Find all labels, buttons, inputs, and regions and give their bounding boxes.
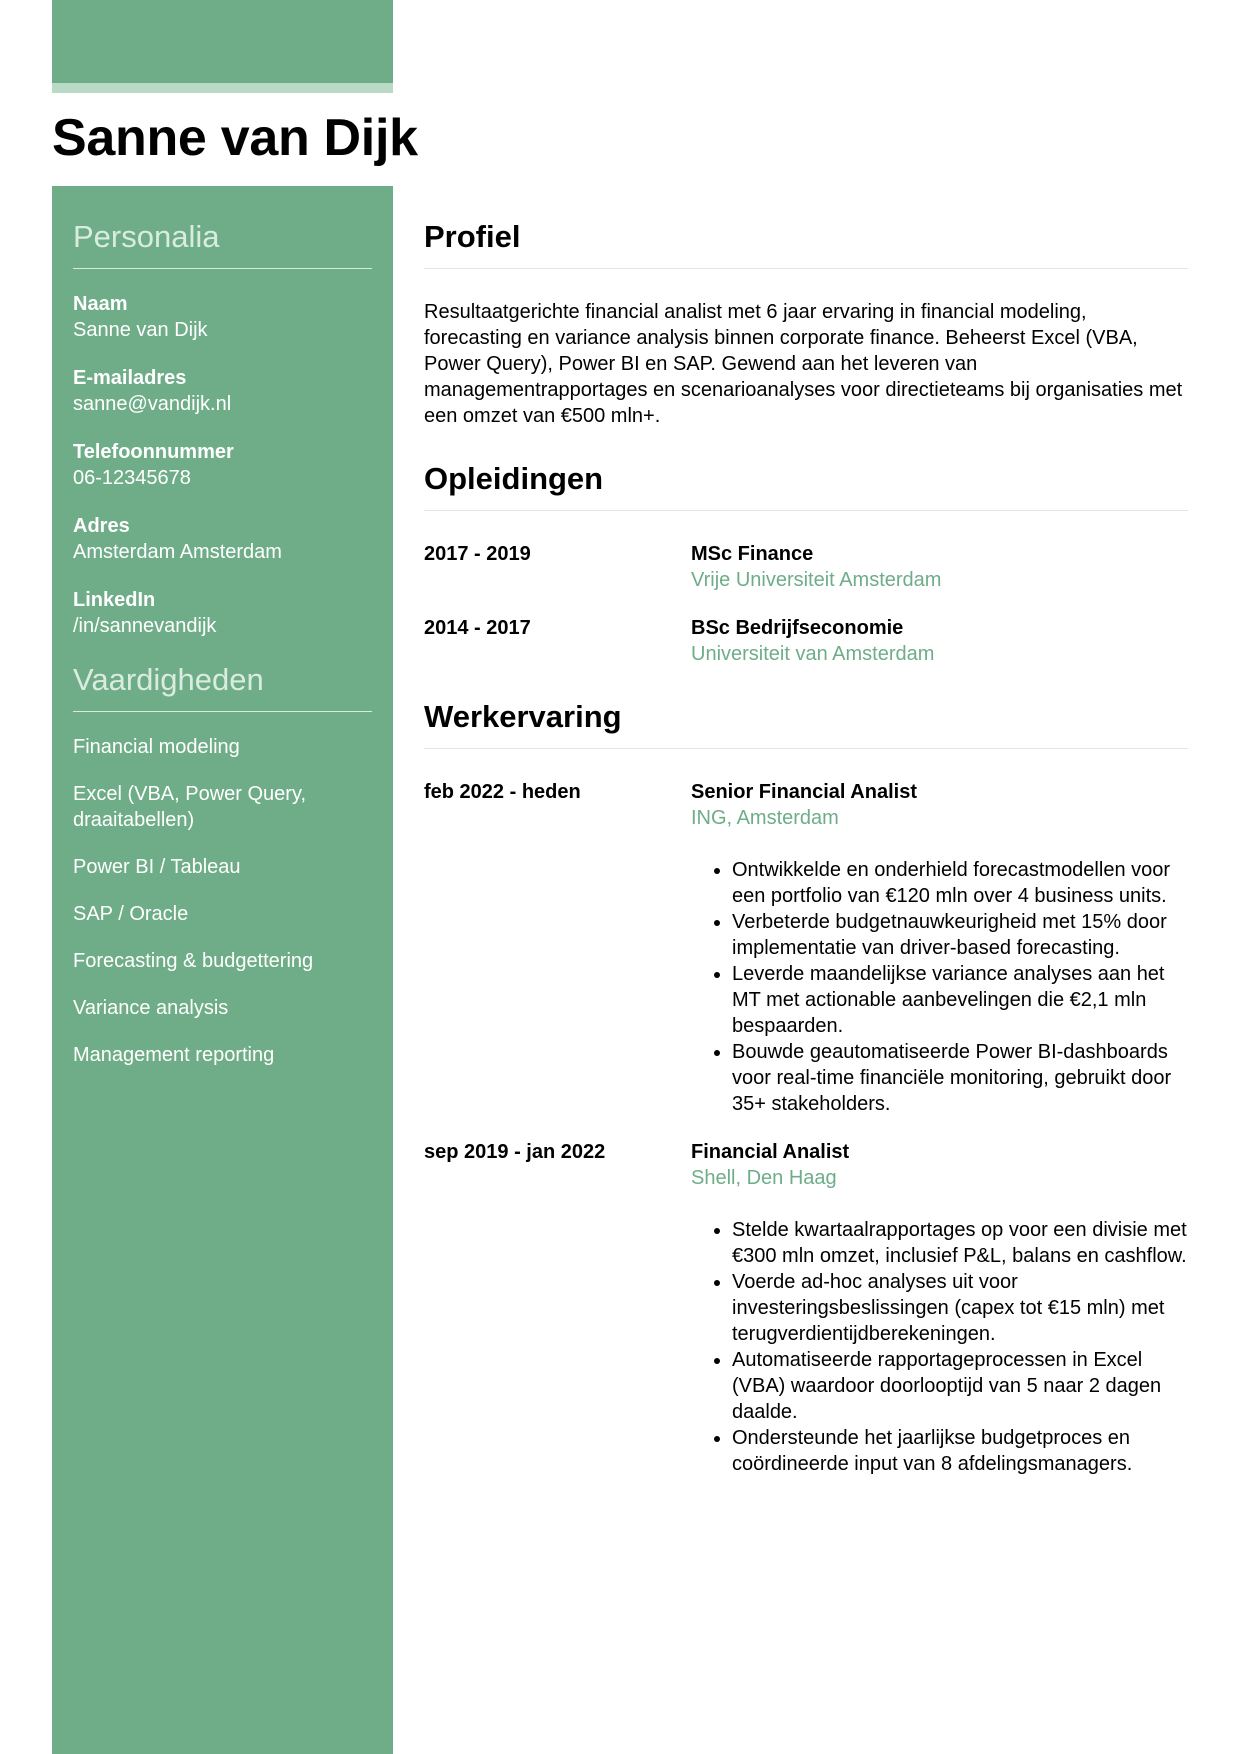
entry-org: Universiteit van Amsterdam [691,643,935,665]
skills-heading: Vaardigheden [73,662,264,697]
work-entry [424,779,1188,1117]
header-accent-line [52,83,393,93]
entry-org: Shell, Den Haag [691,1167,837,1189]
divider [424,748,1188,749]
entry-title: BSc Bedrijfseconomie [691,617,904,639]
skill-item: Management reporting [73,1044,275,1066]
header-color-band [52,0,393,83]
education-entry [424,541,1188,593]
skill-item: SAP / Oracle [73,903,189,925]
sidebar [52,186,393,1754]
profile-text: Resultaatgerichte financial analist met 6 jaar ervaring in financial modeling, forecasting en variance analysis binnen corporate finance. Beheerst Excel (VBA, Power Query), Power BI en SAP. Gewend aan het leveren van managementrapportages en scenarioanalyses voor directieteams bij organisaties met een omzet van €500 mln+. [424,301,1183,427]
entry-org: ING, Amsterdam [691,807,839,829]
field-name [73,291,372,343]
field-label: Naam [73,293,128,315]
divider [73,711,372,712]
bullet-item: • Automatiseerde rapportageprocessen in Excel (VBA) waardoor doorlooptijd van 5 naar 2 dagen daalde. [732,1347,1188,1425]
bullet-list [691,857,1188,1117]
entry-period: 2014 - 2017 [424,617,531,639]
personal-heading: Personalia [73,219,220,254]
main-content [424,186,1188,1499]
bullet-list [691,1217,1188,1477]
work-heading: Werkervaring [424,699,622,734]
candidate-name: Sanne van Dijk [52,109,418,167]
bullet-item: • Leverde maandelijkse variance analyses aan het MT met actionable aanbevelingen die €2,1 mln bespaarden. [732,961,1188,1039]
bullet-item: • Ondersteunde het jaarlijkse budgetproces en coördineerde input van 8 afdelingsmanagers. [732,1425,1188,1477]
field-value: sanne@vandijk.nl [73,393,232,415]
field-value: /in/sannevandijk [73,615,217,637]
field-label: E-mailadres [73,367,187,389]
entry-title: Financial Analist [691,1141,850,1163]
entry-period: sep 2019 - jan 2022 [424,1141,606,1163]
field-linkedin [73,587,372,639]
field-value: Sanne van Dijk [73,319,208,341]
bullet-item: • Verbeterde budgetnauwkeurigheid met 15% door implementatie van driver-based forecasting. [732,909,1188,961]
skill-item: Forecasting & budgettering [73,950,314,972]
entry-period: feb 2022 - heden [424,781,581,803]
divider [424,510,1188,511]
entry-title: Senior Financial Analist [691,781,917,803]
bullet-item: • Ontwikkelde en onderhield forecastmodellen voor een portfolio van €120 mln over 4 business units. [732,857,1188,909]
skill-item: Excel (VBA, Power Query, draaitabellen) [73,783,307,831]
education-section [424,460,1188,667]
skill-item: Financial modeling [73,736,240,758]
education-entry [424,615,1188,667]
bullet-item: • Bouwde geautomatiseerde Power BI-dashboards voor real-time financiële monitoring, gebruikt door 35+ stakeholders. [732,1039,1188,1117]
field-phone [73,439,372,491]
skill-item: Variance analysis [73,997,229,1019]
entry-org: Vrije Universiteit Amsterdam [691,569,942,591]
field-value: 06-12345678 [73,467,191,489]
work-section [424,698,1188,1477]
bullet-item: • Voerde ad-hoc analyses uit voor investeringsbeslissingen (capex tot €15 mln) met terugverdientijdberekeningen. [732,1269,1188,1347]
education-heading: Opleidingen [424,461,604,496]
field-label: Telefoonnummer [73,441,234,463]
skill-item: Power BI / Tableau [73,856,241,878]
field-label: Adres [73,515,130,537]
work-entry [424,1139,1188,1477]
field-label: LinkedIn [73,589,156,611]
entry-period: 2017 - 2019 [424,543,531,565]
profile-section [424,218,1188,429]
entry-title: MSc Finance [691,543,814,565]
divider [73,268,372,269]
field-email [73,365,372,417]
profile-heading: Profiel [424,219,521,254]
field-address [73,513,372,565]
divider [424,268,1188,269]
bullet-item: • Stelde kwartaalrapportages op voor een divisie met €300 mln omzet, inclusief P&L, balans en cashflow. [732,1217,1188,1269]
field-value: Amsterdam Amsterdam [73,541,282,563]
